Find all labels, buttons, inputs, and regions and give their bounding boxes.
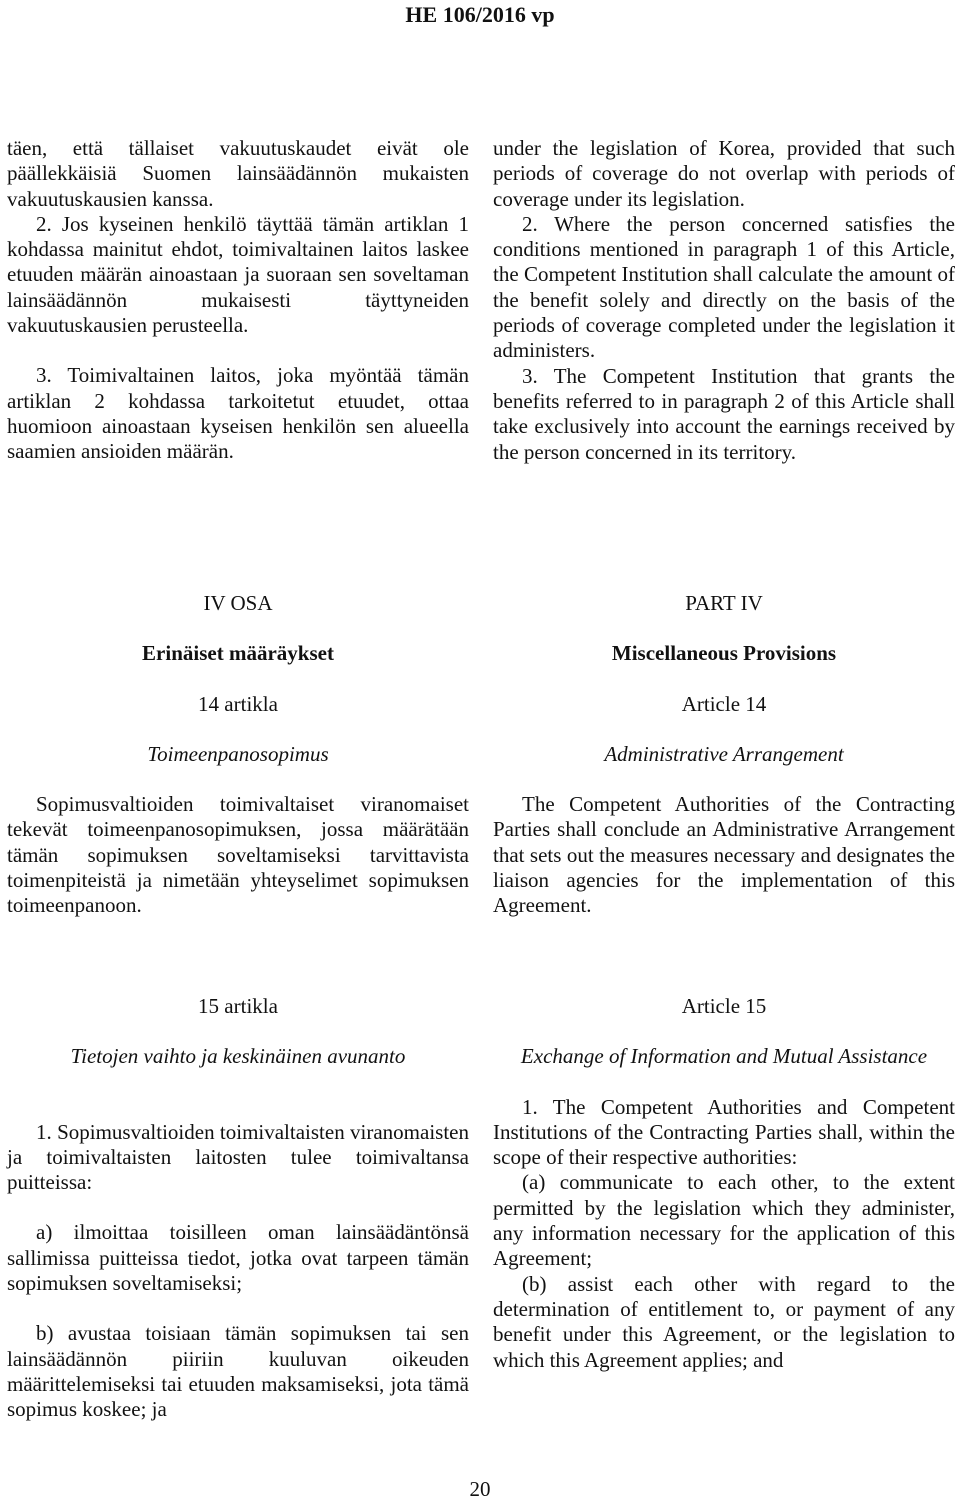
- article-14-text-fi: Sopimusvaltioiden toimivaltaiset viranomaiset tekevät toimeenpanosopimuksen, jossa määrätään tämän sopimuksen soveltamiseksi tarvittavista toimenpiteistä ja nimetään yhteyselimet sopimuksen toimeenpanoon.: [7, 792, 469, 918]
- article-15-number-en: Article 15: [681, 994, 767, 1018]
- en-paragraph-2: 2. Where the person concerned satisfies the conditions mentioned in paragraph 1 of this Article, the Competent Institution shall calculate the amount of the benefit solely and directly on the basis of the periods of coverage completed under the legislation it administers.: [493, 211, 955, 363]
- part-heading-fi: [7, 591, 469, 767]
- article-15-title-en: Exchange of Information and Mutual Assistance: [520, 1044, 928, 1069]
- article-15-en: [493, 994, 955, 1373]
- document-id-header: HE 106/2016 vp: [405, 2, 555, 27]
- article-15-title-fi: Tietojen vaihto ja keskinäinen avunanto: [70, 1044, 406, 1069]
- article-14-number-fi: 14 artikla: [198, 691, 278, 716]
- article-14-title-fi: Toimeenpanosopimus: [147, 741, 329, 766]
- part-title-en: PART IV: [685, 591, 763, 615]
- top-english-column: [493, 136, 955, 465]
- top-finnish-column: [7, 136, 469, 465]
- article-15-item-a-fi: a) ilmoittaa toisilleen oman lainsäädäntönsä sallimissa puitteissa tiedot, jotka ovat tarpeen tämän sopimuksen soveltamiseksi;: [7, 1220, 469, 1296]
- article-14-body-fi: [7, 792, 469, 918]
- article-14-number-en: Article 14: [681, 691, 767, 716]
- article-15-fi: [7, 994, 469, 1423]
- article-15-item-b-fi: b) avustaa toisiaan tämän sopimuksen tai sen lainsäädännön piiriin kuuluvan oikeuden määrittelemiseksi tai etuuden maksamiseksi, jota tämä sopimus koskee; ja: [7, 1321, 469, 1422]
- fi-paragraph-3: 3. Toimivaltainen laitos, joka myöntää tämän artiklan 2 kohdassa tarkoitetut etuudet, ottaa huomioon ainoastaan kyseisen henkilön sen alueella saamien ansioiden määrän.: [7, 363, 469, 464]
- part-heading-en: [493, 591, 955, 767]
- article-14-title-en: Administrative Arrangement: [604, 741, 844, 766]
- part-subtitle-en: Miscellaneous Provisions: [611, 641, 837, 666]
- article-14-text-en: The Competent Authorities of the Contracting Parties shall conclude an Administrative Arrangement that sets out the measures necessary and designates the liaison agencies for the implementation of this Agreement.: [493, 792, 955, 918]
- en-paragraph-3: 3. The Competent Institution that grants the benefits referred to in paragraph 2 of this Article shall take exclusively into account the earnings received by the person concerned in its territory.: [493, 363, 955, 464]
- en-continuation-paragraph: under the legislation of Korea, provided that such periods of coverage do not overlap with periods of coverage under its legislation.: [493, 136, 955, 211]
- part-title-fi: IV OSA: [203, 591, 273, 615]
- fi-continuation-paragraph: täen, että tällaiset vakuutuskaudet eivät ole päällekkäisiä Suomen lainsäädännön mukaisten vakuutuskausien kanssa.: [7, 136, 469, 211]
- part-subtitle-fi: Erinäiset määräykset: [142, 641, 334, 666]
- article-15-item-b-en: (b) assist each other with regard to the determination of entitlement to, or payment of any benefit under this Agreement, or the legislation to which this Agreement applies; and: [493, 1271, 955, 1372]
- fi-paragraph-2: 2. Jos kyseinen henkilö täyttää tämän artiklan 1 kohdassa mainitut ehdot, toimivaltainen laitos laskee etuuden määrän ainoastaan ja suoraan sen soveltaman lainsäädännön mukaisesti täyttyneiden vakuutuskausien perusteella.: [7, 211, 469, 338]
- article-15-para-1-fi: 1. Sopimusvaltioiden toimivaltaisten viranomaisten ja toimivaltaisten laitosten tulee toimivaltansa puitteissa:: [7, 1119, 469, 1195]
- article-14-body-en: [493, 792, 955, 918]
- article-15-item-a-en: (a) communicate to each other, to the extent permitted by the legislation which they administer, any information necessary for the application of this Agreement;: [493, 1170, 955, 1271]
- article-15-para-1-en: 1. The Competent Authorities and Competent Institutions of the Contracting Parties shall, within the scope of their respective authorities:: [493, 1094, 955, 1170]
- page-number: 20: [469, 1477, 491, 1501]
- article-15-number-fi: 15 artikla: [198, 994, 278, 1018]
